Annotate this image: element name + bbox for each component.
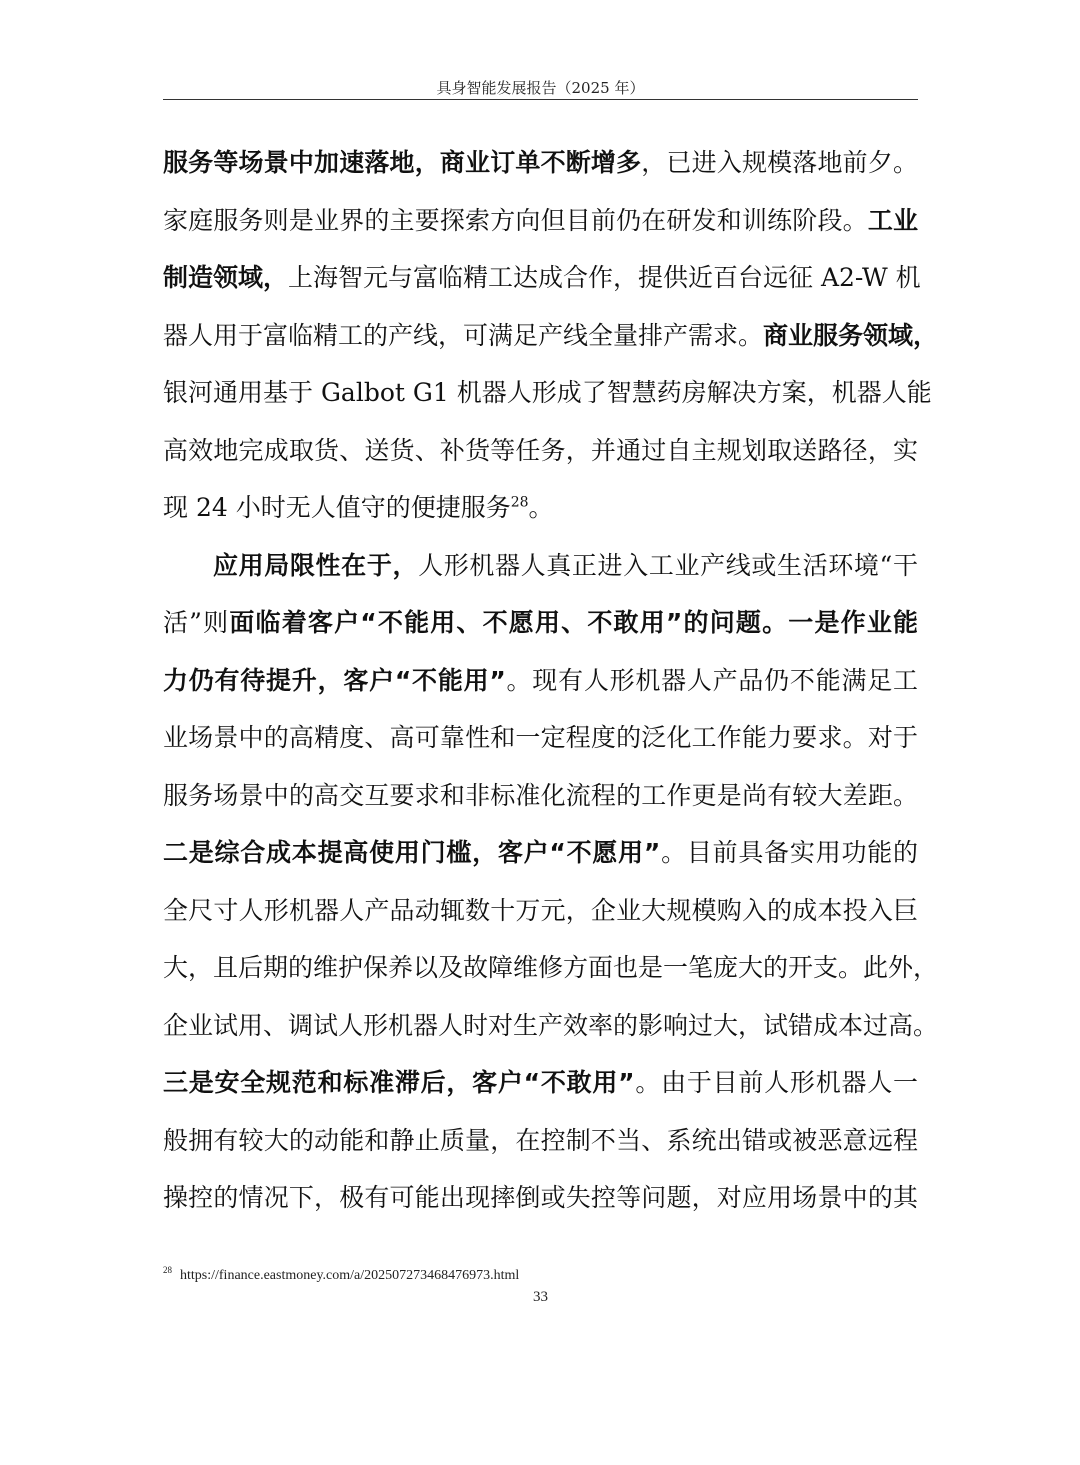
text-line xyxy=(163,997,939,1055)
text-segment: ，已进入规模落地前夕。 xyxy=(641,148,918,177)
text-line xyxy=(163,537,918,595)
text-segment: 人形机器人真正进入工业产线或生活环境“干 xyxy=(418,550,918,580)
text-segment: 高效地完成取货、送货、补货等任务，并通过自主规划取送路径，实 xyxy=(163,435,918,465)
bold-text-segment: 工业 xyxy=(867,205,918,235)
footnote xyxy=(163,1266,918,1286)
text-segment: 家庭服务则是业界的主要探索方向但目前仍在研发和训练阶段。 xyxy=(163,205,868,235)
text-line xyxy=(163,939,939,997)
text-segment: 上海智元与富临精工达成合作，提供近百台远征 A2-W 机 xyxy=(288,263,921,292)
text-line xyxy=(163,1054,918,1112)
running-header: 具身智能发展报告（2025 年） xyxy=(436,79,645,97)
text-segment: 现 24 小时无人值守的便捷服务 xyxy=(163,493,511,522)
text-line xyxy=(163,824,918,882)
text-line xyxy=(163,192,918,250)
text-segment: 。 xyxy=(528,493,554,522)
text-segment: 般拥有较大的动能和静止质量，在控制不当、系统出错或被恶意远程 xyxy=(163,1125,918,1155)
footnote-link[interactable]: https://finance.eastmoney.com/a/202507273468476973.html xyxy=(180,1268,520,1283)
text-segment: 服务场景中的高交互要求和非标准化流程的工作更是尚有较大差距。 xyxy=(163,780,918,810)
text-line xyxy=(163,479,918,537)
text-line xyxy=(163,1169,918,1227)
body-text xyxy=(163,134,939,1227)
text-line xyxy=(163,652,918,710)
text-line xyxy=(163,709,918,767)
text-line xyxy=(163,1112,918,1170)
text-segment: 。目前具备实用功能的 xyxy=(660,838,918,867)
text-segment: 器人用于富临精工的产线，可满足产线全量排产需求。 xyxy=(163,320,764,350)
text-line xyxy=(163,594,918,652)
bold-text-segment: 三是安全规范和标准滞后，客户“不敢用” xyxy=(163,1068,635,1097)
text-segment: 。现有人形机器人产品仍不能满足工 xyxy=(505,665,918,695)
text-segment: 大，且后期的维护保养以及故障维修方面也是一笔庞大的开支。此外， xyxy=(163,953,939,982)
text-segment: 活”则 xyxy=(163,608,230,637)
text-line xyxy=(163,249,921,307)
page-number: 33 xyxy=(533,1289,548,1305)
bold-text-segment: 制造领域， xyxy=(163,263,289,292)
footnote-number: 28 xyxy=(163,1265,172,1276)
text-segment: 银河通用基于 Galbot G1 机器人形成了智慧药房解决方案，机器人能 xyxy=(163,378,932,407)
text-segment: 操控的情况下，极有可能出现摔倒或失控等问题，对应用场景中的其 xyxy=(163,1183,918,1212)
text-line xyxy=(163,364,932,422)
bold-text-segment: 力仍有待提升，客户“不能用” xyxy=(163,665,506,695)
text-line xyxy=(163,882,918,940)
bold-text-segment: 服务等场景中加速落地，商业订单不断增多 xyxy=(163,148,642,177)
bold-text-segment: 商业服务领域， xyxy=(763,320,939,350)
text-segment: 全尺寸人形机器人产品动辄数十万元，企业大规模购入的成本投入巨 xyxy=(163,895,918,925)
text-segment: 企业试用、调试人形机器人时对生产效率的影响过大，试错成本过高。 xyxy=(163,1010,939,1040)
text-line xyxy=(163,767,918,825)
header-divider xyxy=(163,99,918,100)
bold-text-segment: 面临着客户“不能用、不愿用、不敢用”的问题。一是作业能 xyxy=(229,608,918,637)
text-segment: 。由于目前人形机器人一 xyxy=(634,1068,918,1097)
bold-text-segment: 应用局限性在于， xyxy=(213,550,419,580)
bold-text-segment: 二是综合成本提高使用门槛，客户“不愿用” xyxy=(163,838,661,867)
text-line xyxy=(163,307,939,365)
text-line xyxy=(163,134,918,192)
text-segment: 业场景中的高精度、高可靠性和一定程度的泛化工作能力要求。对于 xyxy=(163,723,918,752)
text-line xyxy=(163,422,918,480)
footnote-reference: 28 xyxy=(510,494,529,511)
